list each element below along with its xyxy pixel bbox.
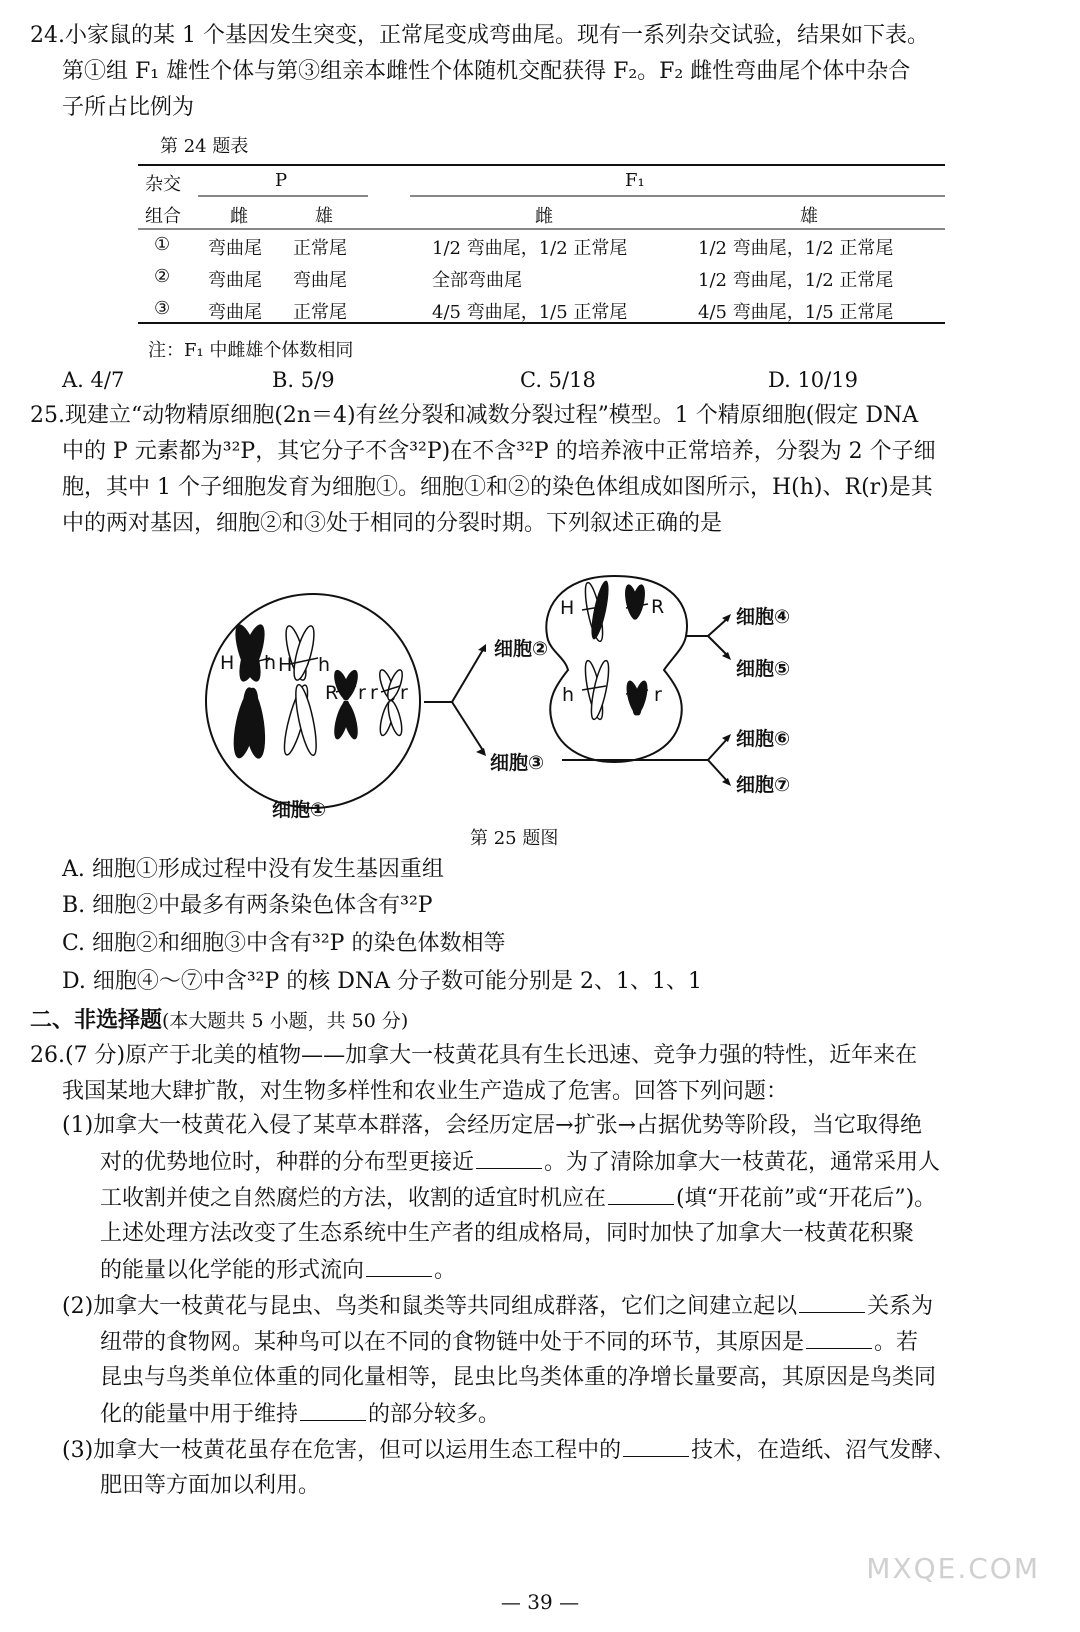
gene-label-r: r bbox=[654, 684, 662, 706]
gene-label-H: H bbox=[278, 654, 293, 676]
text: 纽带的食物网。某种鸟可以在不同的食物链中处于不同的环节，其原因是 bbox=[100, 1330, 805, 1355]
cell-5-label: 细胞⑤ bbox=[736, 658, 791, 680]
q26-line-1: 26.(7 分)原产于北美的植物——加拿大一枝黄花具有生长迅速、竞争力强的特性，近年来在 bbox=[30, 1043, 918, 1068]
answer-blank[interactable] bbox=[799, 1292, 865, 1313]
text: (2)加拿大一枝黄花与昆虫、鸟类和鼠类等共同组成群落，它们之间建立起以 bbox=[62, 1294, 798, 1319]
row-id: ② bbox=[154, 266, 171, 287]
gene-label-r: r bbox=[400, 682, 408, 704]
q25-line-2: 中的 P 元素都为³²P，其它分子不含³²P)在不含³²P 的培养液中正常培养，分裂为 2 个子细 bbox=[62, 439, 936, 464]
gene-label-H: H bbox=[220, 652, 235, 674]
cell-p-female: 弯曲尾 bbox=[208, 238, 262, 259]
q24-line-1: 24.小家鼠的某 1 个基因发生突变，正常尾变成弯曲尾。现有一系列杂交试验，结果如下表。 bbox=[30, 23, 929, 48]
q26-p3-line-1 bbox=[62, 1436, 1060, 1465]
q24-option-b[interactable]: B. 5/9 bbox=[272, 368, 335, 392]
q25-option-d[interactable]: D. 细胞④～⑦中含³²P 的核 DNA 分子数可能分别是 2、1、1、1 bbox=[62, 969, 703, 994]
cell-4-label: 细胞④ bbox=[736, 606, 791, 628]
q24-option-c[interactable]: C. 5/18 bbox=[520, 368, 596, 392]
chromosome-black-1 bbox=[229, 622, 270, 761]
text: 的部分较多。 bbox=[368, 1402, 501, 1427]
text: 。若 bbox=[874, 1330, 919, 1355]
q26-p2-line-4 bbox=[100, 1400, 1060, 1429]
cell-6-label: 细胞⑥ bbox=[736, 728, 791, 750]
gene-label-R: R bbox=[325, 682, 339, 704]
q25-line-4: 中的两对基因，细胞②和③处于相同的分裂时期。下列叙述正确的是 bbox=[62, 511, 723, 536]
text: 对的优势地位时，种群的分布型更接近 bbox=[100, 1150, 475, 1175]
answer-blank[interactable] bbox=[608, 1184, 674, 1205]
text: 的能量以化学能的形式流向 bbox=[100, 1258, 365, 1283]
gene-label-h: h bbox=[264, 652, 277, 674]
q25-option-a[interactable]: A. 细胞①形成过程中没有发生基因重组 bbox=[62, 857, 444, 882]
answer-blank[interactable] bbox=[623, 1436, 689, 1457]
text: 工收割并使之自然腐烂的方法，收割的适宜时机应在 bbox=[100, 1186, 607, 1211]
text: 。 bbox=[434, 1258, 457, 1283]
chromosome-black-2 bbox=[331, 668, 361, 741]
q24-line-3: 子所占比例为 bbox=[62, 95, 195, 120]
row-id: ① bbox=[154, 234, 171, 255]
q26-p3-line-2: 肥田等方面加以利用。 bbox=[100, 1473, 321, 1498]
cell-p-female: 弯曲尾 bbox=[208, 270, 262, 291]
cell-f1-female: 1/2 弯曲尾，1/2 正常尾 bbox=[432, 238, 628, 259]
text: (3)加拿大一枝黄花虽存在危害，但可以运用生态工程中的 bbox=[62, 1438, 622, 1463]
answer-blank[interactable] bbox=[476, 1148, 542, 1169]
th-f1-male: 雄 bbox=[800, 206, 818, 227]
section-title: 二、非选择题 bbox=[30, 1007, 163, 1033]
q24-option-a[interactable]: A. 4/7 bbox=[62, 368, 125, 392]
gene-label-r: r bbox=[358, 682, 366, 704]
section-detail: (本大题共 5 小题，共 50 分) bbox=[162, 1010, 409, 1032]
table-note: 注：F₁ 中雌雄个体数相同 bbox=[148, 340, 354, 361]
gene-label-H: H bbox=[560, 597, 575, 619]
answer-blank[interactable] bbox=[806, 1328, 872, 1349]
cell-p-male: 正常尾 bbox=[293, 302, 347, 323]
section-heading bbox=[30, 1006, 1060, 1035]
text: (填“开花前”或“开花后”)。 bbox=[676, 1186, 937, 1211]
q26-line-2: 我国某地大肆扩散，对生物多样性和农业生产造成了危害。回答下列问题： bbox=[62, 1079, 789, 1104]
q25-option-c[interactable]: C. 细胞②和细胞③中含有³²P 的染色体数相等 bbox=[62, 931, 506, 956]
chromosome-white-1 bbox=[280, 624, 320, 757]
answer-blank[interactable] bbox=[300, 1400, 366, 1421]
th-cross-2: 组合 bbox=[145, 206, 181, 227]
cell-2-chromosomes bbox=[582, 579, 651, 720]
cell-f1-female: 全部弯曲尾 bbox=[432, 270, 522, 291]
answer-blank[interactable] bbox=[366, 1256, 432, 1277]
row-id: ③ bbox=[154, 298, 171, 319]
q25-line-1: 25.现建立“动物精原细胞(2n＝4)有丝分裂和减数分裂过程”模型。1 个精原细胞(假定 DNA bbox=[30, 403, 919, 428]
cell-1-label: 细胞① bbox=[272, 799, 327, 821]
th-f1-female: 雌 bbox=[535, 206, 553, 227]
text: 化的能量中用于维持 bbox=[100, 1402, 299, 1427]
th-cross-1: 杂交 bbox=[145, 174, 181, 195]
q26-p2-line-2 bbox=[100, 1328, 1060, 1357]
text: 技术，在造纸、沼气发酵、 bbox=[691, 1438, 956, 1463]
cell-f1-female: 4/5 弯曲尾，1/5 正常尾 bbox=[432, 302, 628, 323]
q26-p2-line-1 bbox=[62, 1292, 1060, 1321]
figure-caption: 第 25 题图 bbox=[470, 828, 559, 849]
cell-f1-male: 4/5 弯曲尾，1/5 正常尾 bbox=[698, 302, 894, 323]
text: 关系为 bbox=[867, 1294, 934, 1319]
q25-line-3: 胞，其中 1 个子细胞发育为细胞①。细胞①和②的染色体组成如图所示，H(h)、R(r)是其 bbox=[62, 475, 933, 500]
watermark: MXQE.COM bbox=[866, 1552, 1040, 1585]
cell-division-diagram bbox=[0, 540, 1080, 830]
q26-p1-line-1: (1)加拿大一枝黄花入侵了某草本群落，会经历定居→扩张→占据优势等阶段，当它取得绝 bbox=[62, 1113, 923, 1138]
q26-p2-line-3: 昆虫与鸟类单位体重的同化量相等，昆虫比鸟类体重的净增长量要高，其原因是鸟类同 bbox=[100, 1365, 937, 1390]
cell-3-label: 细胞③ bbox=[490, 752, 545, 774]
th-f1: F₁ bbox=[625, 170, 645, 191]
cell-p-female: 弯曲尾 bbox=[208, 302, 262, 323]
cell-f1-male: 1/2 弯曲尾，1/2 正常尾 bbox=[698, 270, 894, 291]
page-number: — 39 — bbox=[500, 1590, 580, 1614]
q26-p1-line-2 bbox=[100, 1148, 1060, 1177]
gene-label-r: r bbox=[370, 682, 378, 704]
th-p: P bbox=[275, 170, 288, 191]
q25-option-b[interactable]: B. 细胞②中最多有两条染色体含有³²P bbox=[62, 893, 433, 918]
text: 。为了清除加拿大一枝黄花，通常采用人 bbox=[544, 1150, 941, 1175]
q24-option-d[interactable]: D. 10/19 bbox=[768, 368, 858, 392]
q26-p1-line-5 bbox=[100, 1256, 1060, 1285]
q26-p1-line-3 bbox=[100, 1184, 1060, 1213]
q24-line-2: 第①组 F₁ 雄性个体与第③组亲本雌性个体随机交配获得 F₂。F₂ 雌性弯曲尾个体中杂合 bbox=[62, 59, 911, 84]
cell-2-label: 细胞② bbox=[494, 638, 549, 660]
th-p-male: 雄 bbox=[315, 206, 333, 227]
cell-p-male: 正常尾 bbox=[293, 238, 347, 259]
gene-label-h: h bbox=[318, 654, 331, 676]
cell-f1-male: 1/2 弯曲尾，1/2 正常尾 bbox=[698, 238, 894, 259]
q26-p1-line-4: 上述处理方法改变了生态系统中生产者的组成格局，同时加快了加拿大一枝黄花积聚 bbox=[100, 1221, 915, 1246]
cell-7-label: 细胞⑦ bbox=[736, 774, 791, 796]
table-caption: 第 24 题表 bbox=[160, 136, 249, 157]
cell-p-male: 弯曲尾 bbox=[293, 270, 347, 291]
gene-label-h: h bbox=[562, 684, 575, 706]
th-p-female: 雌 bbox=[230, 206, 248, 227]
gene-label-R: R bbox=[651, 596, 665, 618]
